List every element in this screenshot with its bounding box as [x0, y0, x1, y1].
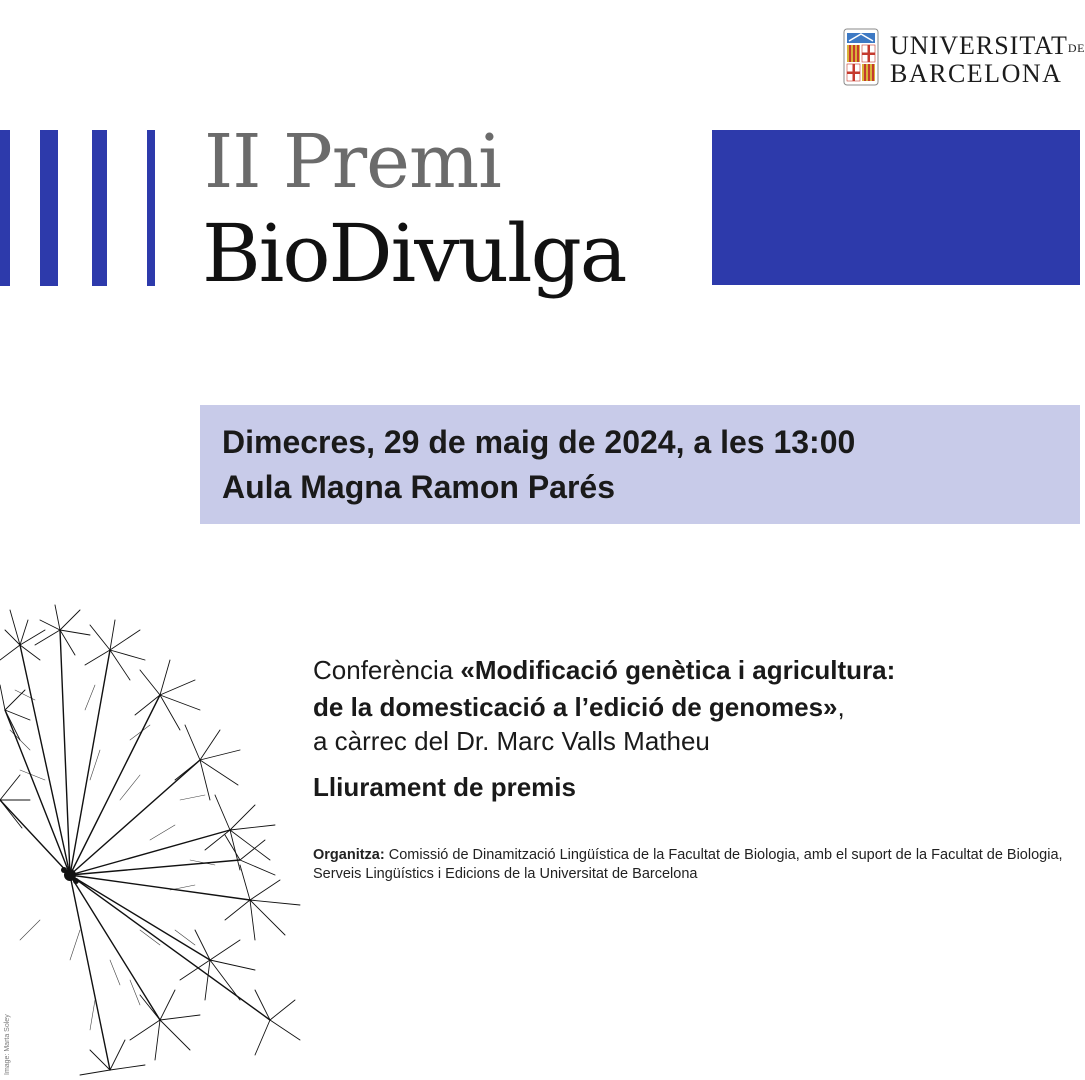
university-crest-icon: [843, 28, 879, 86]
logo-text-barcelona: BARCELONA: [890, 59, 1063, 88]
organizer-text: Comissió de Dinamització Lingüística de la Facultat de Biologia, amb el suport de la Facultat de Biologia, Serveis Lingüístics i Edicions de la Universitat de Barcelona: [313, 847, 1063, 882]
decorative-stripe: [92, 130, 107, 286]
conference-speaker: a càrrec del Dr. Marc Valls Matheu: [313, 726, 710, 756]
prize-ceremony: Lliurament de premis: [313, 772, 576, 802]
conference-title-part1: «Modificació genètica i agricultura:: [460, 655, 896, 685]
date-venue-band: [200, 405, 1080, 524]
event-title-line1: II Premi: [204, 119, 501, 205]
decorative-stripe: [40, 130, 58, 286]
decorative-stripe: [0, 130, 10, 286]
event-title-line2: BioDivulga: [202, 207, 626, 300]
conference-comma: ,: [837, 692, 845, 722]
event-venue: Aula Magna Ramon Parés: [222, 469, 615, 505]
event-date-time: Dimecres, 29 de maig de 2024, a les 13:00: [222, 424, 856, 460]
organizer-label: Organitza:: [313, 847, 385, 863]
university-logo: [843, 28, 1085, 90]
image-credit: Image: Marta Soley: [4, 1014, 11, 1075]
conference-title-part2: de la domesticació a l’edició de genomes»: [313, 692, 838, 722]
organizer-note: [313, 846, 1073, 884]
decorative-blue-block: [712, 130, 1080, 285]
decorative-stripe: [147, 130, 155, 286]
conference-prefix: Conferència: [313, 655, 461, 685]
dandelion-illustration: [0, 600, 305, 1080]
logo-text-universitat: UNIVERSITATDE: [890, 31, 1085, 60]
conference-description: [313, 652, 1073, 726]
